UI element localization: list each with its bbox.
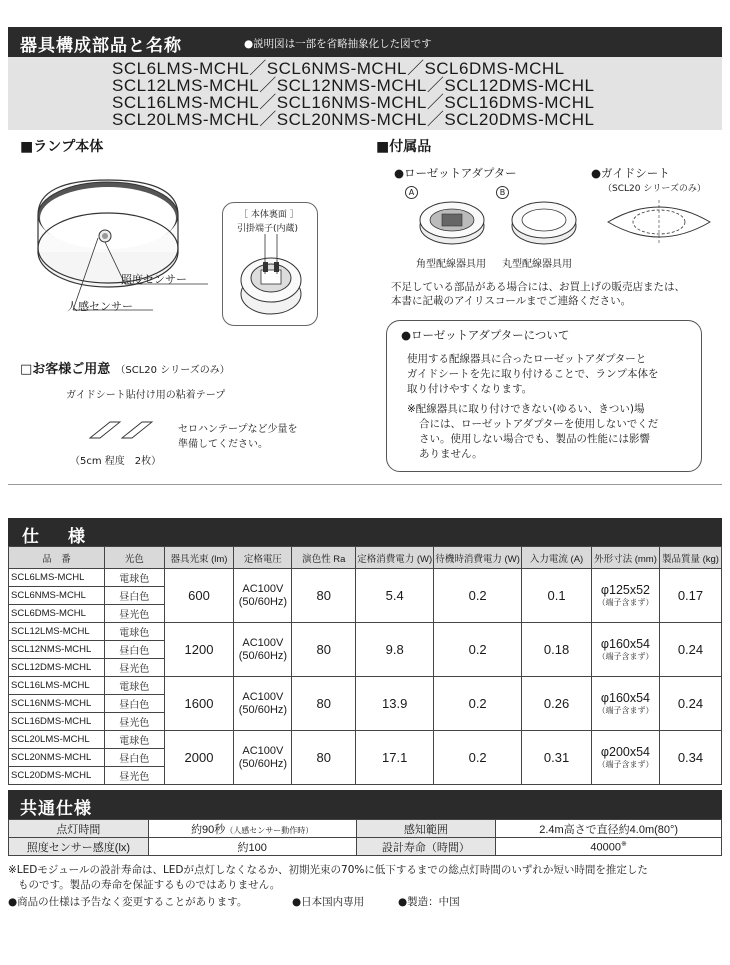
voltage-value: AC100V — [242, 744, 284, 757]
light-time-value: 約90秒 — [191, 823, 226, 836]
voltage-value: AC100V — [242, 582, 284, 595]
customer-heading-sub: （SCL20 シリーズのみ） — [115, 365, 230, 376]
model-cell: SCL6NMS-MCHL — [9, 587, 105, 605]
adapter-note-line: ありません。 — [419, 448, 483, 460]
guide-sheet-title: ●ガイドシート — [591, 166, 670, 180]
size-value: φ200x54 — [600, 745, 651, 759]
round-adapter-illustration — [504, 196, 584, 250]
standby-cell: 0.2 — [434, 677, 522, 731]
spec-table — [8, 546, 722, 785]
tape-size: （5cm 程度 2枚） — [70, 456, 162, 467]
model-cell: SCL16DMS-MCHL — [9, 713, 105, 731]
col-header: 定格電圧 — [234, 547, 292, 569]
current-cell: 0.31 — [522, 731, 592, 785]
spec-header-bar — [8, 518, 722, 546]
adapter-note-line: さい。使用しない場合でも、製品の性能には影響 — [419, 433, 650, 445]
size-cell — [591, 569, 659, 623]
square-adapter-illustration — [412, 196, 492, 250]
model-line: SCL12LMS-MCHL／SCL12NMS-MCHL／SCL12DMS-MCHL — [112, 76, 595, 95]
parts-illustration-area — [8, 130, 722, 485]
mark-b: B — [496, 186, 509, 199]
common-spec-header-bar — [8, 790, 722, 819]
color-cell: 電球色 — [104, 569, 164, 587]
table-row — [9, 820, 722, 838]
standby-cell: 0.2 — [434, 569, 522, 623]
guide-sheet-sub: （SCL20 シリーズのみ） — [603, 184, 706, 194]
header-note: ●説明図は一部を省略抽象化した図です — [244, 38, 432, 50]
size-value: φ160x54 — [600, 637, 651, 651]
size-note: （端子含まず） — [597, 652, 654, 661]
col-header: 外形寸法 (mm) — [591, 547, 659, 569]
missing-note-2: 本書に記載のアイリスコールまでご連絡ください。 — [391, 295, 632, 307]
col-header: 定格消費電力 (W) — [356, 547, 434, 569]
ra-cell: 80 — [292, 677, 356, 731]
footer-note-5: ●製造：中国 — [398, 896, 460, 908]
voltage-cell — [234, 623, 292, 677]
table-row — [9, 731, 722, 749]
model-cell: SCL12NMS-MCHL — [9, 641, 105, 659]
voltage-value: AC100V — [242, 690, 284, 703]
weight-cell: 0.24 — [659, 677, 721, 731]
ra-cell: 80 — [292, 731, 356, 785]
model-line: SCL16LMS-MCHL／SCL16NMS-MCHL／SCL16DMS-MCHL — [112, 93, 595, 112]
guide-sheet-illustration — [604, 194, 714, 250]
size-value: φ125x52 — [600, 583, 651, 597]
lamp-heading: ■ランプ本体 — [20, 139, 104, 155]
col-header: 演色性 Ra — [292, 547, 356, 569]
customer-heading — [20, 358, 230, 377]
current-cell: 0.1 — [522, 569, 592, 623]
light-sensor-label: 照度センサー — [121, 273, 187, 286]
model-cell: SCL6LMS-MCHL — [9, 569, 105, 587]
adapter-note-line: 取り付けやすくなります。 — [407, 383, 533, 395]
col-header: 器具光束 (lm) — [164, 547, 234, 569]
footer-note-2: ものです。製品の寿命を保証するものではありません。 — [18, 879, 281, 891]
power-cell: 5.4 — [356, 569, 434, 623]
ra-cell: 80 — [292, 569, 356, 623]
power-cell: 17.1 — [356, 731, 434, 785]
life-cell — [496, 838, 722, 856]
model-cell: SCL16LMS-MCHL — [9, 677, 105, 695]
color-cell: 昼光色 — [104, 713, 164, 731]
size-note: （端子含まず） — [597, 760, 654, 769]
size-note: （端子含まず） — [597, 706, 654, 715]
power-cell: 9.8 — [356, 623, 434, 677]
customer-heading-text: □お客様ご用意 — [20, 362, 111, 377]
model-line: SCL6LMS-MCHL／SCL6NMS-MCHL／SCL6DMS-MCHL — [112, 59, 565, 78]
sensitivity-value: 約100 — [148, 838, 356, 856]
standby-cell: 0.2 — [434, 731, 522, 785]
adapter-note-line: 使用する配線器具に合ったローゼットアダプターと — [407, 353, 647, 365]
voltage-cell — [234, 677, 292, 731]
square-adapter-label: 角型配線器具用 — [416, 259, 486, 270]
mark-a: A — [405, 186, 418, 199]
tape-label: ガイドシート貼付け用の粘着テープ — [66, 390, 226, 401]
col-header: 光色 — [104, 547, 164, 569]
color-cell: 昼光色 — [104, 659, 164, 677]
adapter-note-title: ●ローゼットアダプターについて — [401, 328, 570, 342]
color-cell: 昼白色 — [104, 587, 164, 605]
voltage-cell — [234, 731, 292, 785]
missing-note-1: 不足している部品がある場合には、お買上げの販売店または、 — [391, 281, 685, 293]
lumen-cell: 1200 — [164, 623, 234, 677]
tape-note-2: 準備してください。 — [178, 439, 268, 450]
color-cell: 昼白色 — [104, 695, 164, 713]
model-cell: SCL12DMS-MCHL — [9, 659, 105, 677]
adapter-note-box — [386, 320, 702, 472]
model-cell: SCL6DMS-MCHL — [9, 605, 105, 623]
footer-note-1: ※LEDモジュールの設計寿命は、LEDが点灯しなくなるか、初期光束の70%に低下するまでの総点灯時間のいずれか短い時間を推定した — [8, 864, 648, 876]
voltage-freq: (50/60Hz) — [238, 649, 288, 662]
light-time-label: 点灯時間 — [9, 820, 149, 838]
current-cell: 0.26 — [522, 677, 592, 731]
light-time-note: （人感センサー動作時） — [225, 825, 314, 835]
size-value: φ160x54 — [600, 691, 651, 705]
light-time-cell — [148, 820, 356, 838]
model-cell: SCL20DMS-MCHL — [9, 767, 105, 785]
weight-cell: 0.34 — [659, 731, 721, 785]
tape-note-1: セロハンテープなど少量を — [178, 424, 298, 435]
power-cell: 13.9 — [356, 677, 434, 731]
current-cell: 0.18 — [522, 623, 592, 677]
lumen-cell: 600 — [164, 569, 234, 623]
spec-title: 仕 様 — [22, 527, 91, 547]
motion-sensor-label: 人感センサー — [67, 300, 133, 313]
voltage-value: AC100V — [242, 636, 284, 649]
footer-note-3: ●商品の仕様は予告なく変更することがあります。 — [8, 896, 248, 908]
col-header: 品 番 — [9, 547, 105, 569]
common-spec-table — [8, 819, 722, 856]
weight-cell: 0.17 — [659, 569, 721, 623]
voltage-freq: (50/60Hz) — [238, 595, 288, 608]
terminal-label: 引掛端子(内蔵) — [237, 224, 299, 234]
standby-cell: 0.2 — [434, 623, 522, 677]
section-header-bar — [8, 27, 722, 57]
col-header: 製品質量 (kg) — [659, 547, 721, 569]
table-row — [9, 677, 722, 695]
range-value: 2.4m高さで直径約4.0m(80°) — [496, 820, 722, 838]
adapter-note-line: ※配線器具に取り付けできない(ゆるい、きつい)場 — [407, 403, 645, 415]
spec-header-row — [9, 547, 722, 569]
footer-note-4: ●日本国内専用 — [292, 896, 365, 908]
common-spec-title: 共通仕様 — [20, 799, 92, 819]
model-cell: SCL16NMS-MCHL — [9, 695, 105, 713]
size-cell — [591, 623, 659, 677]
size-note: （端子含まず） — [597, 598, 654, 607]
size-cell — [591, 731, 659, 785]
color-cell: 電球色 — [104, 731, 164, 749]
voltage-cell — [234, 569, 292, 623]
table-row — [9, 623, 722, 641]
life-label: 設計寿命（時間） — [356, 838, 496, 856]
back-view-label: ［ 本体裏面 ］ — [239, 210, 299, 220]
color-cell: 電球色 — [104, 623, 164, 641]
model-cell: SCL20NMS-MCHL — [9, 749, 105, 767]
tape-illustration — [86, 418, 156, 444]
model-list — [8, 57, 722, 130]
color-cell: 昼白色 — [104, 749, 164, 767]
col-header: 入力電流 (A) — [522, 547, 592, 569]
weight-cell: 0.24 — [659, 623, 721, 677]
color-cell: 昼光色 — [104, 767, 164, 785]
ra-cell: 80 — [292, 623, 356, 677]
model-cell: SCL20LMS-MCHL — [9, 731, 105, 749]
back-view-illustration — [234, 234, 308, 320]
round-adapter-label: 丸型配線器具用 — [502, 259, 572, 270]
lumen-cell: 2000 — [164, 731, 234, 785]
model-cell: SCL12LMS-MCHL — [9, 623, 105, 641]
adapter-note-line: ガイドシートを先に取り付けることで、ランプ本体を — [407, 368, 659, 380]
table-row — [9, 569, 722, 587]
accessories-heading: ■付属品 — [376, 139, 432, 155]
life-mark: ※ — [621, 840, 627, 848]
voltage-freq: (50/60Hz) — [238, 757, 288, 770]
col-header: 待機時消費電力 (W) — [434, 547, 522, 569]
adapter-note-line: 合には、ローゼットアダプターを使用しないでくだ — [419, 418, 659, 430]
model-line: SCL20LMS-MCHL／SCL20NMS-MCHL／SCL20DMS-MCHL — [112, 110, 595, 129]
adapter-title: ●ローゼットアダプター — [394, 166, 517, 180]
life-value: 40000 — [590, 841, 622, 854]
color-cell: 昼白色 — [104, 641, 164, 659]
lumen-cell: 1600 — [164, 677, 234, 731]
voltage-freq: (50/60Hz) — [238, 703, 288, 716]
range-label: 感知範囲 — [356, 820, 496, 838]
color-cell: 昼光色 — [104, 605, 164, 623]
size-cell — [591, 677, 659, 731]
color-cell: 電球色 — [104, 677, 164, 695]
sensitivity-label: 照度センサー感度(lx) — [9, 838, 149, 856]
section-title: 器具構成部品と名称 — [20, 36, 182, 56]
table-row — [9, 838, 722, 856]
